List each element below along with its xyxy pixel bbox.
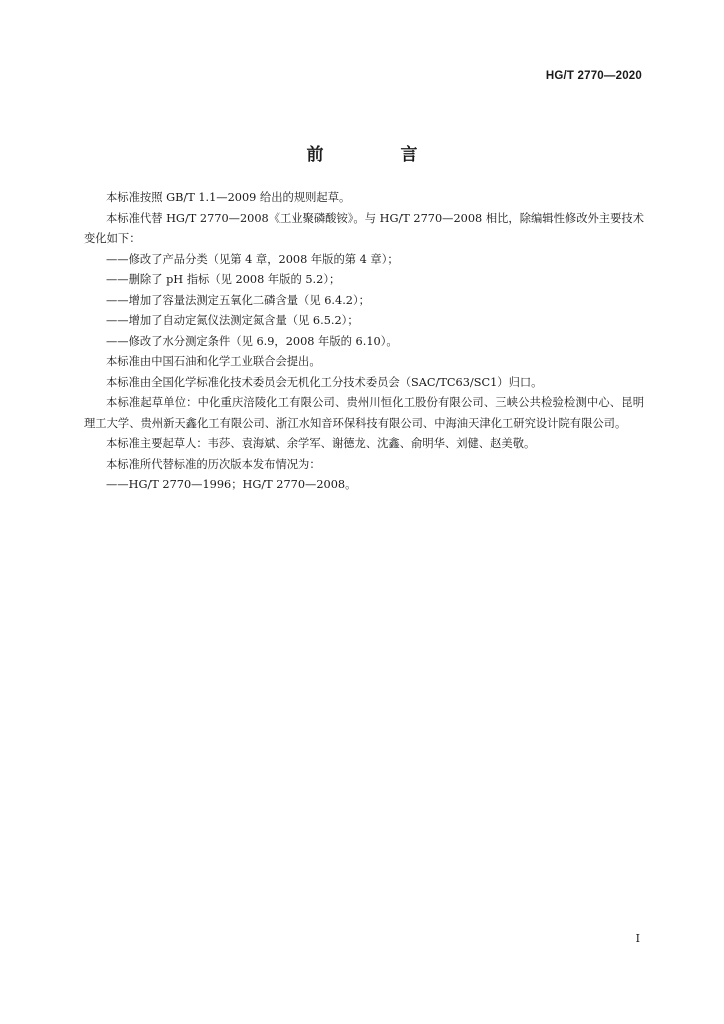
paragraph-proposer: 本标准由中国石油和化学工业联合会提出。 — [106, 355, 321, 368]
paragraph-committee: 本标准由全国化学标准化技术委员会无机化工分技术委员会（SAC/TC63/SC1）归口。 — [106, 375, 543, 389]
paragraph-drafting-rules: 本标准按照 GB/T 1.1—2009 给出的规则起草。 — [106, 191, 351, 204]
standard-code: HG/T 2770—2020 — [545, 70, 642, 82]
list-item-change: ——增加了容量法测定五氧化二磷含量（见 6.4.2）； — [106, 293, 370, 307]
list-item-change: ——修改了水分测定条件（见 6.9，2008 年版的 6.10）。 — [106, 334, 398, 348]
list-item-history: ——HG/T 2770—1996；HG/T 2770—2008。 — [106, 478, 357, 491]
paragraph-drafting-units: 本标准起草单位：中化重庆涪陵化工有限公司、贵州川恒化工股份有限公司、三峡公共检验检测中心、昆明理工大学、贵州新天鑫化工有限公司、浙江水知音环保科技有限公司、中海油天津化工研究设计院有限公司。 — [84, 396, 644, 430]
list-item-change: ——增加了自动定氮仪法测定氮含量（见 6.5.2）； — [106, 314, 359, 327]
list-item-change: ——删除了 pH 指标（见 2008 年版的 5.2）； — [106, 273, 341, 286]
page-number: I — [635, 932, 640, 945]
list-item-change: ——修改了产品分类（见第 4 章，2008 年版的第 4 章）； — [106, 252, 399, 266]
paragraph-history-intro: 本标准所代替标准的历次版本发布情况为： — [106, 457, 321, 471]
foreword-body — [84, 188, 644, 496]
page-title: 前 言 — [306, 145, 448, 165]
paragraph-replacement: 本标准代替 HG/T 2770—2008《工业聚磷酸铵》。与 HG/T 2770—2008 相比，除编辑性修改外主要技术变化如下： — [84, 211, 644, 245]
paragraph-drafters: 本标准主要起草人：韦莎、袁海斌、余学军、谢德龙、沈鑫、俞明华、刘健、赵美敬。 — [106, 437, 536, 450]
